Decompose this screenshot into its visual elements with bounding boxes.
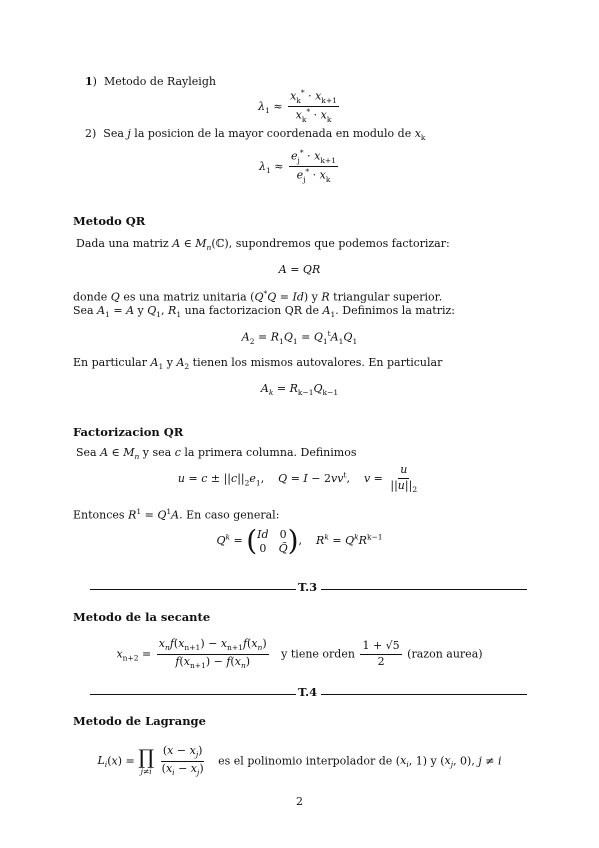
qr-heading: Metodo QR	[73, 214, 146, 228]
a2-equation: $A_2 = R_1Q_1 = Q_1^tA_1Q_1$	[241, 329, 358, 346]
aurea-text: (razon aurea)	[407, 647, 483, 661]
qr-particular: En particular $A_1$ y $A_2$ tienen los mismos autovalores. En particular	[73, 356, 443, 372]
rayleigh-formula: $\lambda_1$ ≈ $\frac{x_k^* \cdot x_{k+1}}{x_k^* \cdot x_k}$	[258, 88, 337, 125]
t4-rule-left	[90, 694, 296, 695]
coordinate-item: 2) Sea j la posicion de la mayor coordenada en modulo de $x_k$	[85, 127, 426, 143]
lagrange-heading: Metodo de Lagrange	[73, 714, 206, 728]
qk-matrix-formula: $Q^k$ = ( Id 0 0 Q̃ ), $R^k = Q^kR^{k-1}$	[216, 524, 383, 557]
t3-label: T.3	[298, 580, 318, 594]
fact-general: Entonces $R^1 = Q^1A$. En caso general:	[73, 507, 280, 522]
lagrange-text: es el polinomio interpolador de	[218, 754, 393, 768]
t4-rule-right	[321, 694, 527, 695]
householder-formulas: $u = c \pm ||c||_2e_1$, $Q = I - 2vv^t$, v = $\frac{u}{||u||_2}$	[177, 463, 418, 494]
t3-rule-right	[321, 589, 527, 590]
qr-intro: Dada una matriz A ∈ $M_n(ℂ)$, supondremos que podemos factorizar:	[76, 237, 450, 253]
secant-formula: $x_{n+2}$ = $\frac{x_nf(x_{n+1}) - x_{n+1}f(x_n)}{f(x_{n+1}) - f(x_n)}$ y tiene orden $\frac{1 + √5}{2}$ (razon aurea)	[116, 637, 483, 670]
fact-intro: Sea A ∈ $M_n$ y sea c la primera columna. Definimos	[76, 446, 357, 462]
lagrange-formula: $L_i(x)$ = ∏ j≠i $\frac{(x - x_j)}{(x_i - x_j)}$ es el polinomio interpolador de ($x_i$, 1) y ($x_j$, 0), j ≠ i	[97, 744, 502, 777]
t3-rule-left	[90, 589, 296, 590]
page-number: 2	[296, 795, 303, 808]
fact-heading: Factorizacion QR	[73, 425, 184, 439]
qr-define: Sea $A_1 = A$ y $Q_1$, $R_1$ una factorizacion QR de $A_1$. Definimos la matriz:	[73, 304, 455, 320]
coordinate-formula: $\lambda_1$ ≈ $\frac{e_j^* \cdot x_{k+1}}{e_j^* \cdot x_k}$	[259, 148, 336, 185]
ak-equation: $A_k = R_{k-1}Q_{k-1}$	[260, 382, 339, 398]
qr-unitary: donde Q es una matriz unitaria (Q*Q = Id) y R triangular superior.	[73, 289, 443, 304]
orden-text: y tiene orden	[281, 647, 355, 661]
secant-heading: Metodo de la secante	[73, 610, 211, 624]
t4-label: T.4	[298, 685, 318, 699]
rayleigh-item: 1) Metodo de Rayleigh	[85, 75, 216, 88]
qr-equation: A = QR	[278, 263, 321, 276]
